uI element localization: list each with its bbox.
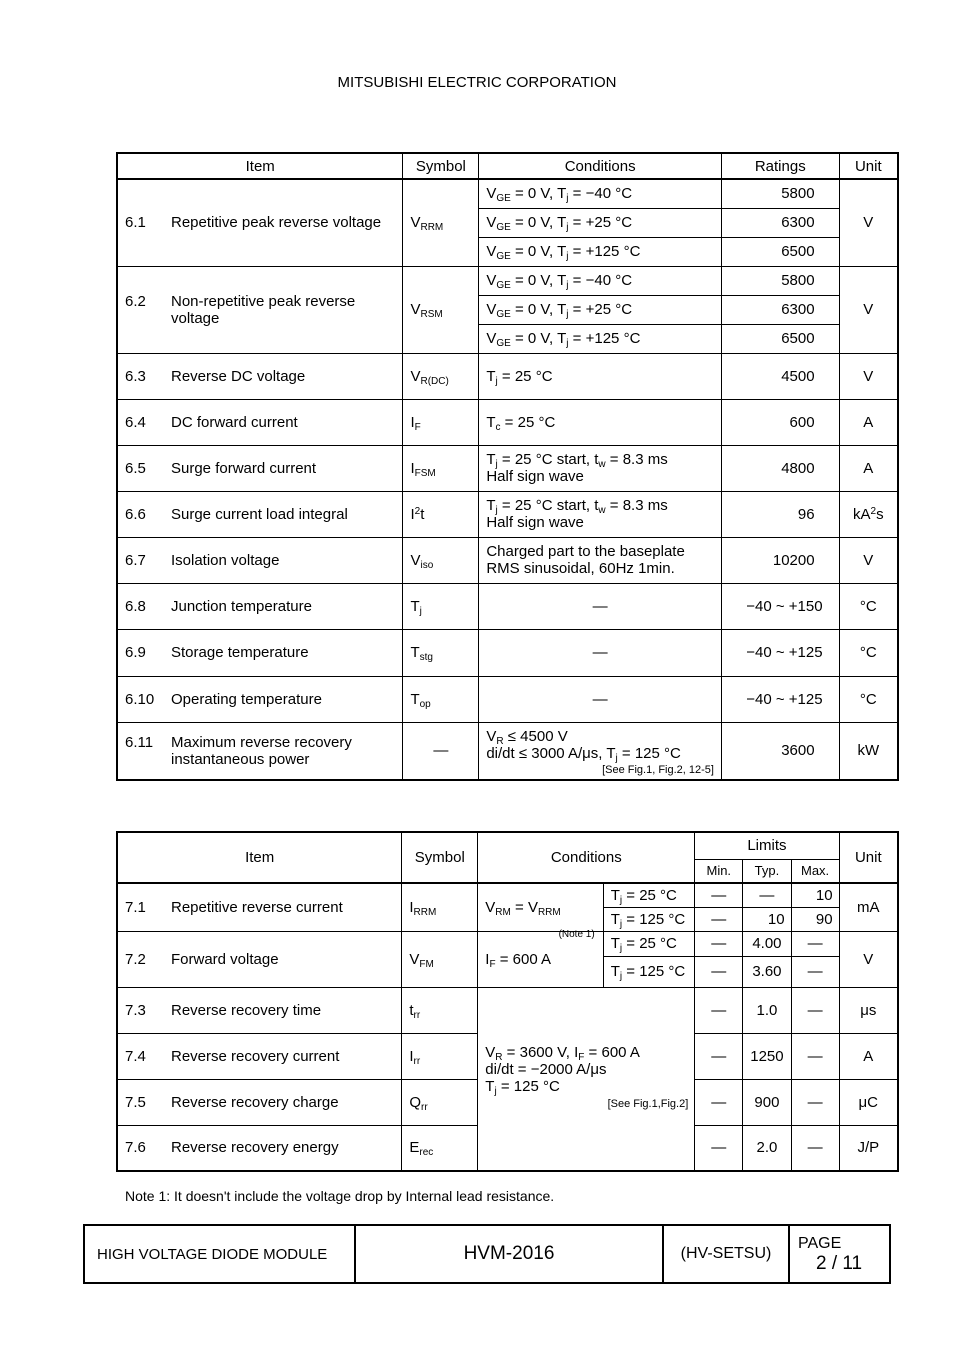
table-row [117,179,898,208]
min-cell: — [695,1125,743,1171]
header-typ: Typ. [743,859,791,883]
figure-reference: [See Fig.1, Fig.2, 12-5] [602,763,714,776]
item-cell: 6.3 Reverse DC voltage [117,353,403,399]
max-cell: — [791,1125,839,1171]
table-row [117,537,898,583]
symbol-cell: $Q_{rr}$ [402,1079,478,1125]
symbol-cell: $E_{rec}$ [402,1125,478,1171]
electrical-characteristics-table [116,831,899,1172]
condition-cell: — [479,676,722,722]
unit-cell: V [839,353,898,399]
product-name: HIGH VOLTAGE DIODE MODULE [84,1225,355,1283]
tj-cell: $T_j = 25$ °C [603,883,695,907]
item-cell: 7.1 Repetitive reverse current [117,883,402,931]
rating-cell: 6300 [721,295,839,324]
unit-cell: J/P [839,1125,898,1171]
header-unit: Unit [839,832,898,883]
model-number: HVM-2016 [355,1225,663,1283]
condition-cell: $V_{GE} = 0$ V, $T_j = -40$ °C [479,179,722,208]
symbol-cell: $I_{RRM}$ [402,883,478,931]
typ-cell: 10 [743,907,791,931]
min-cell: — [695,956,743,987]
unit-cell: V [839,537,898,583]
symbol-cell: $V_{RSM}$ [403,266,479,353]
header-item: Item [117,153,403,179]
typ-cell: 1.0 [743,987,791,1033]
item-cell: 6.7 Isolation voltage [117,537,403,583]
rating-cell: −40 ~ +150 [721,583,839,629]
page-number: 2 / 11 [816,1253,863,1274]
min-cell: — [695,1079,743,1125]
document-footer [83,1224,891,1284]
item-cell: 6.9 Storage temperature [117,629,403,676]
rating-cell: 5800 [721,179,839,208]
rating-cell: 6500 [721,324,839,353]
rating-cell: 5800 [721,266,839,295]
table-row [117,266,898,295]
min-cell: — [695,931,743,956]
page-label: PAGE [798,1235,842,1252]
header-max: Max. [791,859,839,883]
shared-condition-cell: $V_R = 3600$ V, $I_F = 600$ A di/dt = −2000 A/μs $T_j = 125$ °C [See Fig.1,Fig.2] [478,987,695,1171]
unit-cell: V [839,179,898,266]
header-limits: Limits [695,832,839,859]
page-number-cell [789,1225,890,1283]
table-header-row [117,153,898,179]
condition-cell: $T_j = 25$ °C start, $t_w = 8.3$ ms Half sign wave [479,491,722,537]
rating-cell: 4800 [721,445,839,491]
tj-cell: $T_j = 25$ °C [603,931,695,956]
min-cell: — [695,1033,743,1079]
symbol-cell: $V_{RRM}$ [403,179,479,266]
typ-cell: 900 [743,1079,791,1125]
typ-cell: 2.0 [743,1125,791,1171]
figure-reference: [See Fig.1,Fig.2] [607,1097,689,1110]
typ-cell: — [743,883,791,907]
rating-cell: 96 [721,491,839,537]
min-cell: — [695,883,743,907]
table-row [117,987,898,1033]
condition-cell: (Note 1) $I_F = 600$ A [478,931,603,987]
item-cell: 7.5 Reverse recovery charge [117,1079,402,1125]
max-ratings-table [116,152,899,781]
header-item: Item [117,832,402,883]
item-cell: 6.4 DC forward current [117,399,403,445]
rating-cell: 3600 [721,722,839,780]
symbol-cell: $I_F$ [403,399,479,445]
rating-cell: 6300 [721,208,839,237]
condition-cell: $T_c = 25$ °C [479,399,722,445]
item-cell: 7.6 Reverse recovery energy [117,1125,402,1171]
symbol-cell: $V_{iso}$ [403,537,479,583]
condition-cell: $V_{GE} = 0$ V, $T_j = +125$ °C [479,237,722,266]
rating-cell: −40 ~ +125 [721,629,839,676]
header-ratings: Ratings [721,153,839,179]
condition-cell: $V_{GE} = 0$ V, $T_j = +25$ °C [479,295,722,324]
table-row [117,491,898,537]
document-code: (HV-SETSU) [663,1225,789,1283]
symbol-cell: $V_{FM}$ [402,931,478,987]
unit-cell: A [839,399,898,445]
condition-cell: $V_{GE} = 0$ V, $T_j = +25$ °C [479,208,722,237]
condition-cell: $T_j = 25$ °C [479,353,722,399]
symbol-cell: $T_j$ [403,583,479,629]
unit-cell: $kA^2s$ [839,491,898,537]
header-min: Min. [695,859,743,883]
table-row [117,883,898,907]
header-symbol: Symbol [403,153,479,179]
company-name: MITSUBISHI ELECTRIC CORPORATION [337,74,617,91]
unit-cell: A [839,1033,898,1079]
symbol-cell: $T_{stg}$ [403,629,479,676]
condition-cell: $V_{GE} = 0$ V, $T_j = +125$ °C [479,324,722,353]
note-reference: (Note 1) [558,928,595,940]
rating-cell: 10200 [721,537,839,583]
unit-cell: V [839,266,898,353]
symbol-cell: — [403,722,479,780]
rating-cell: 6500 [721,237,839,266]
header-conditions: Conditions [478,832,695,883]
item-cell: 7.2 Forward voltage [117,931,402,987]
condition-cell: — [479,629,722,676]
condition-cell: $V_{GE} = 0$ V, $T_j = -40$ °C [479,266,722,295]
tj-cell: $T_j = 125$ °C [603,907,695,931]
symbol-cell: $T_{op}$ [403,676,479,722]
tj-cell: $T_j = 125$ °C [603,956,695,987]
unit-cell: °C [839,583,898,629]
item-cell: 6.10 Operating temperature [117,676,403,722]
symbol-cell: $V_{R(DC)}$ [403,353,479,399]
unit-cell: μC [839,1079,898,1125]
unit-cell: V [839,931,898,987]
condition-cell: — [479,583,722,629]
table-row [117,676,898,722]
max-cell: — [791,1033,839,1079]
condition-cell: Charged part to the baseplate RMS sinusoidal, 60Hz 1min. [479,537,722,583]
rating-cell: 4500 [721,353,839,399]
table-header-row [117,832,898,859]
item-cell: 7.3 Reverse recovery time [117,987,402,1033]
rating-cell: 600 [721,399,839,445]
footnote: Note 1: It doesn't include the voltage drop by Internal lead resistance. [125,1188,555,1204]
item-cell: 7.4 Reverse recovery current [117,1033,402,1079]
typ-cell: 3.60 [743,956,791,987]
table-row [117,931,898,956]
rating-cell: −40 ~ +125 [721,676,839,722]
unit-cell: °C [839,676,898,722]
item-cell: 6.1 Repetitive peak reverse voltage [117,179,403,266]
table-row [117,722,898,780]
unit-cell: A [839,445,898,491]
unit-cell: kW [839,722,898,780]
unit-cell: °C [839,629,898,676]
table-row [117,629,898,676]
item-cell: 6.2 Non-repetitive peak reverse voltage [117,266,403,353]
symbol-cell: $I_{rr}$ [402,1033,478,1079]
table-row [117,445,898,491]
max-cell: — [791,987,839,1033]
max-cell: — [791,956,839,987]
min-cell: — [695,907,743,931]
header-unit: Unit [839,153,898,179]
unit-cell: mA [839,883,898,931]
table-row [117,399,898,445]
max-cell: — [791,1079,839,1125]
header-symbol: Symbol [402,832,478,883]
symbol-cell: $I_{FSM}$ [403,445,479,491]
header-conditions: Conditions [479,153,722,179]
max-cell: — [791,931,839,956]
condition-cell: $T_j = 25$ °C start, $t_w = 8.3$ ms Half sign wave [479,445,722,491]
unit-cell: μs [839,987,898,1033]
condition-cell: $V_{RM} = V_{RRM}$ [478,883,603,931]
symbol-cell: $t_{rr}$ [402,987,478,1033]
max-cell: 90 [791,907,839,931]
table-row [117,583,898,629]
item-cell: 6.8 Junction temperature [117,583,403,629]
min-cell: — [695,987,743,1033]
typ-cell: 4.00 [743,931,791,956]
typ-cell: 1250 [743,1033,791,1079]
item-cell: 6.5 Surge forward current [117,445,403,491]
max-cell: 10 [791,883,839,907]
condition-cell: $V_R \le 4500$ V di/dt ≤ 3000 A/μs, $T_j = 125$ °C [See Fig.1, Fig.2, 12-5] [479,722,722,780]
item-cell: 6.6 Surge current load integral [117,491,403,537]
symbol-cell: $I^2t$ [403,491,479,537]
item-cell: 6.11 Maximum reverse recovery instantaneous power [117,722,403,780]
table-row [117,353,898,399]
